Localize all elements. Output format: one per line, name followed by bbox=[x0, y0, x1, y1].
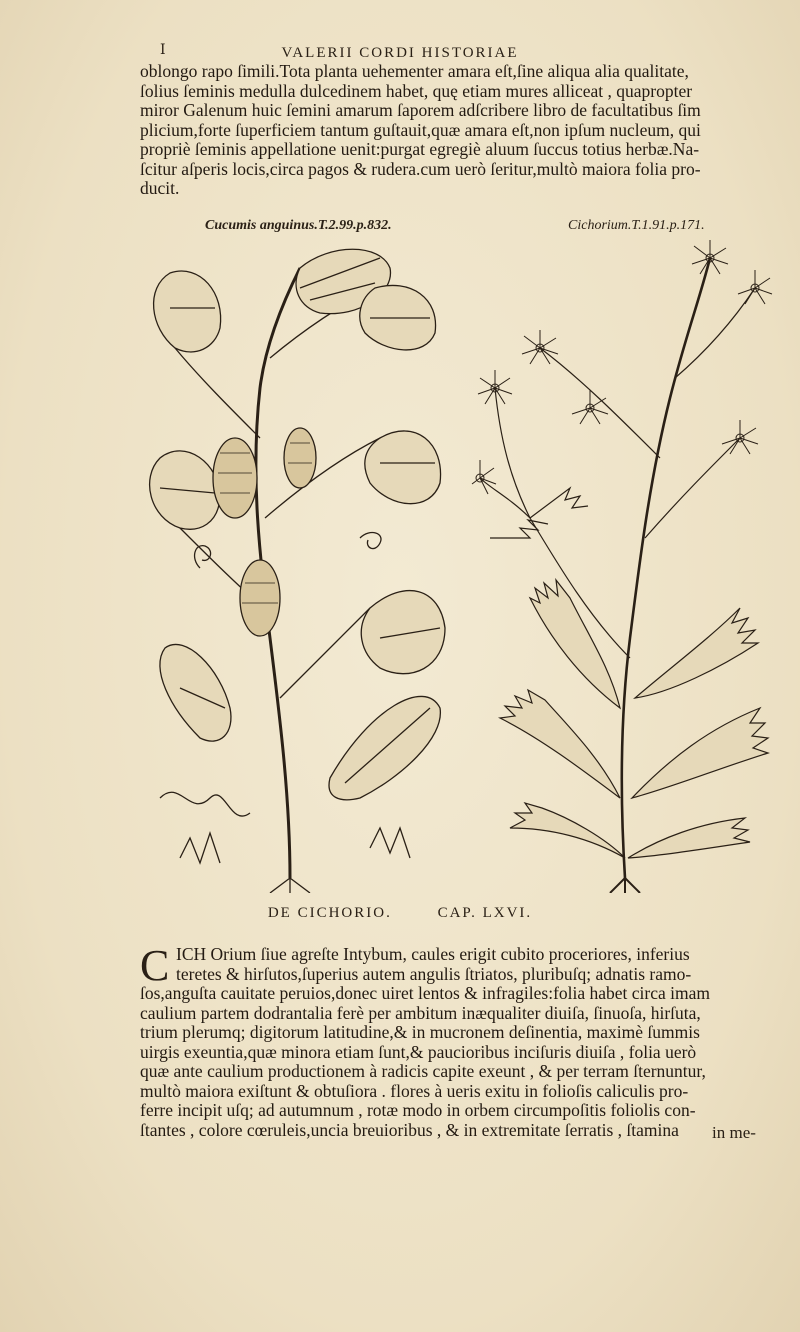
text-line: ICH Orium ſiue agreſte Intybum, caules erigit cubito proceriores, inferius bbox=[176, 944, 690, 964]
text-line: miror Galenum huic ſemini amarum ſaporem adſcribere libro de facultatibus ſim bbox=[140, 100, 701, 120]
running-head bbox=[0, 42, 800, 62]
text-line: ſcitur aſperis locis,circa pagos & rudera.cum uerò ſeritur,multò maiora folia pro- bbox=[140, 158, 701, 179]
chicory-woodcut-illustration bbox=[470, 238, 780, 893]
right-figure-caption: Cichorium.T.1.91.p.171. bbox=[568, 218, 705, 233]
text-line: uirgis exeuntia,quæ minora etiam ſunt,& paucioribus inciſuris diuiſa , folia uerò bbox=[140, 1041, 697, 1062]
text-line: oblongo rapo ſimili.Tota planta uehementer amara eſt,ſine aliqua alia qualitate, bbox=[140, 61, 689, 81]
running-title: VALERII CORDI HISTORIAE bbox=[281, 45, 519, 61]
text-line: ferre incipit uſq; ad autumnum , rotæ modo in orbem circumpoſitis foliolis con- bbox=[140, 1100, 696, 1120]
drop-cap: C bbox=[140, 941, 170, 990]
left-figure-caption: Cucumis anguinus.T.2.99.p.832. bbox=[205, 218, 392, 233]
text-line: teretes & hirſutos,ſuperius autem angulis ſtriatos, pluribuſq; adnatis ramo- bbox=[176, 963, 692, 984]
text-line: ducit. bbox=[140, 178, 180, 198]
text-line: propriè ſeminis appellatione uenit:purgat egregiè aluum ſuccus totius herbæ.Na- bbox=[140, 139, 700, 159]
chapter-heading bbox=[0, 905, 800, 922]
page-number: I bbox=[160, 42, 166, 58]
text-line: trium plerumq; digitorum latitudine,& in mucronem deſinentia, maximè ſummis bbox=[140, 1022, 700, 1042]
text-line: multò maiora exiſtunt & obtuſiora . flores à ueris exitu in folioſis caliculis pro- bbox=[140, 1080, 689, 1101]
text-line: caulium partem dodrantalia ferè per ambitum inæqualiter diuiſa, ſinuoſa, hirſuta, bbox=[140, 1002, 701, 1023]
top-paragraph bbox=[140, 62, 780, 199]
text-line: ſos,anguſta cauitate peruios,donec uiret lentos & infragiles:folia habet circa imam bbox=[140, 983, 711, 1003]
chapter-number: CAP. LXVI. bbox=[437, 905, 533, 921]
text-line: ſolius ſeminis medulla dulcedinem habet, quę etiam mures alliceat , quapropter bbox=[140, 80, 693, 101]
text-line: ſtantes , colore cœruleis,uncia breuioribus , & in extremitate ſerratis , ſtamina bbox=[140, 1119, 679, 1140]
chicory-flower bbox=[472, 240, 772, 494]
body-paragraph bbox=[140, 941, 780, 1140]
text-line: quæ ante caulium productionem à radicis capite exeunt , & per terram ſternuntur, bbox=[140, 1061, 706, 1081]
catchword: in me- bbox=[712, 1123, 756, 1142]
chapter-title: DE CICHORIO. bbox=[267, 905, 392, 921]
text-line: plicium,forte ſuperficiem tantum guſtauit,quæ amara eſt,non ipſum nucleum, qui bbox=[140, 119, 701, 140]
cucumber-woodcut-illustration bbox=[140, 238, 450, 893]
